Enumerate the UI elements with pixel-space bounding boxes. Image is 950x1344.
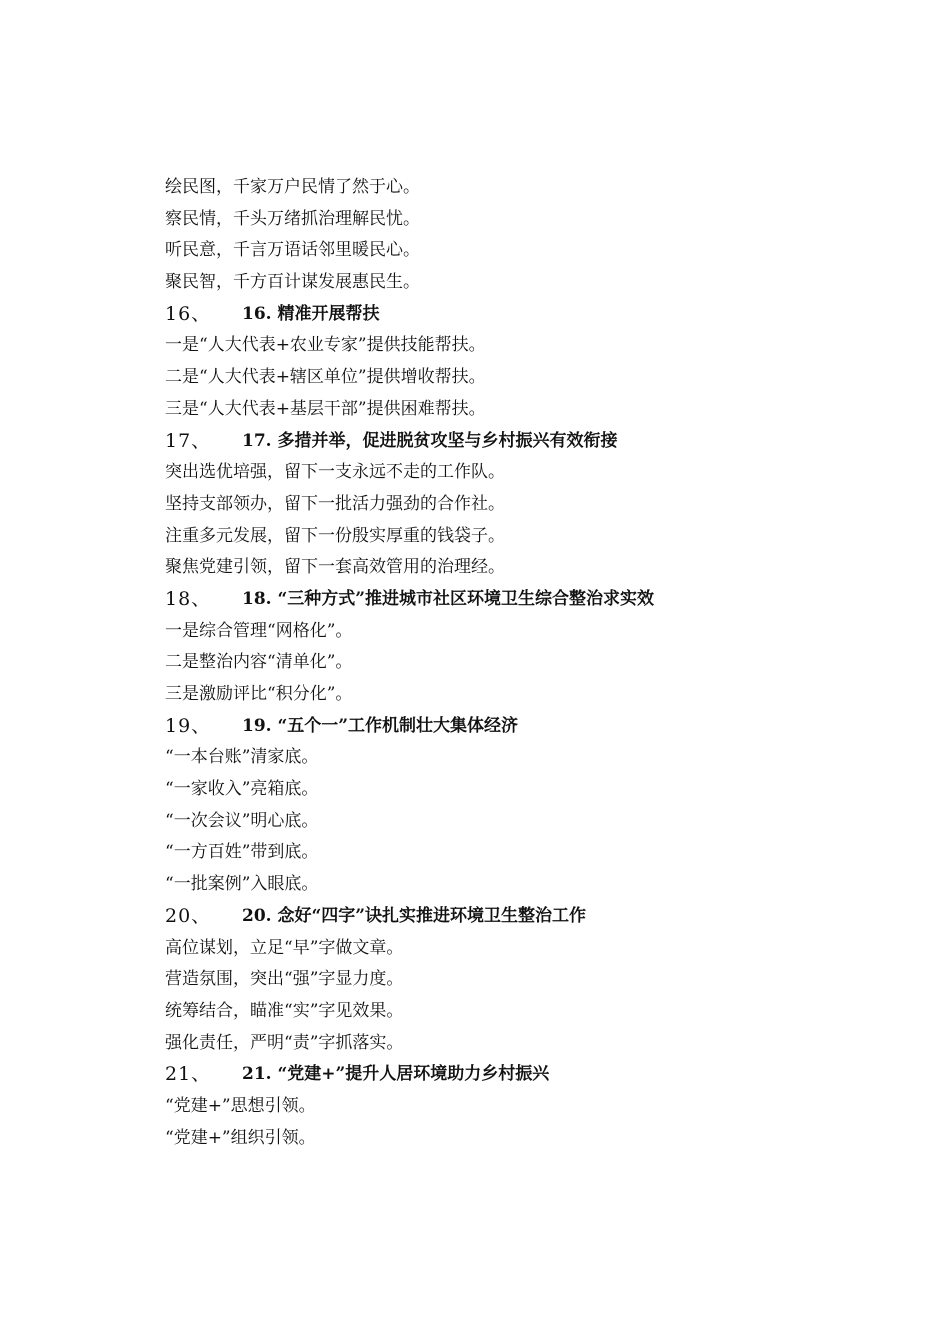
text-line: “党建+”思想引领。 <box>165 1095 316 1116</box>
text-line: 坚持支部领办，留下一批活力强劲的合作社。 <box>165 493 505 514</box>
text-line: 聚焦党建引领，留下一套高效管用的治理经。 <box>165 557 505 578</box>
text-line: 聚民智，千方百计谋发展惠民生。 <box>165 272 420 293</box>
text-line: 绘民图，千家万户民情了然于心。 <box>165 177 420 197</box>
section-title: 18. “三种方式”推进城市社区环境卫生综合整治求实效 <box>242 588 655 609</box>
text-line: 突出选优培强，留下一支永远不走的工作队。 <box>165 462 505 483</box>
text-line: 强化责任，严明“责”字抓落实。 <box>165 1032 404 1053</box>
text-line: 三是“人大代表+基层干部”提供困难帮扶。 <box>165 398 486 419</box>
text-line: 统筹结合，瞄准“实”字见效果。 <box>165 1000 404 1021</box>
section-number: 21、 <box>165 1063 212 1086</box>
section-heading <box>165 426 805 458</box>
section-heading <box>165 711 805 743</box>
section-title: 17. 多措并举，促进脱贫攻坚与乡村振兴有效衔接 <box>242 430 618 451</box>
text-line: 注重多元发展，留下一份殷实厚重的钱袋子。 <box>165 525 505 546</box>
section-heading <box>165 584 805 616</box>
text-line: 一是“人大代表+农业专家”提供技能帮扶。 <box>165 335 486 356</box>
text-line: 三是激励评比“积分化”。 <box>165 684 353 704</box>
section-number: 16、 <box>165 302 212 325</box>
section-number: 19、 <box>165 714 212 737</box>
text-line: 高位谋划，立足“早”字做文章。 <box>165 937 404 958</box>
text-line: 二是整治内容“清单化”。 <box>165 652 353 673</box>
section-number: 17、 <box>165 429 212 452</box>
text-line: “一本台账”清家底。 <box>165 747 319 768</box>
text-line: “一批案例”入眼底。 <box>165 874 319 895</box>
text-line: 二是“人大代表+辖区单位”提供增收帮扶。 <box>165 367 486 388</box>
text-line: “一方百姓”带到底。 <box>165 842 319 863</box>
document-body <box>165 172 805 1154</box>
section-heading <box>165 299 805 331</box>
text-line: 一是综合管理“网格化”。 <box>165 620 353 641</box>
section-number: 20、 <box>165 904 212 927</box>
section-title: 16. 精准开展帮扶 <box>242 303 380 324</box>
text-line: 听民意，千言万语话邻里暖民心。 <box>165 240 420 261</box>
section-heading <box>165 1059 805 1091</box>
section-title: 19. “五个一”工作机制壮大集体经济 <box>242 715 519 736</box>
section-title: 20. 念好“四字”诀扎实推进环境卫生整治工作 <box>242 905 587 926</box>
text-line: “一家收入”亮箱底。 <box>165 779 319 800</box>
text-line: “一次会议”明心底。 <box>165 810 319 831</box>
section-number: 18、 <box>165 587 212 610</box>
text-line: 察民情，千头万绪抓治理解民忧。 <box>165 208 420 229</box>
text-line: 营造氛围，突出“强”字显力度。 <box>165 969 404 990</box>
section-title: 21. “党建+”提升人居环境助力乡村振兴 <box>242 1064 550 1085</box>
section-heading <box>165 901 805 933</box>
text-line: “党建+”组织引领。 <box>165 1127 316 1148</box>
